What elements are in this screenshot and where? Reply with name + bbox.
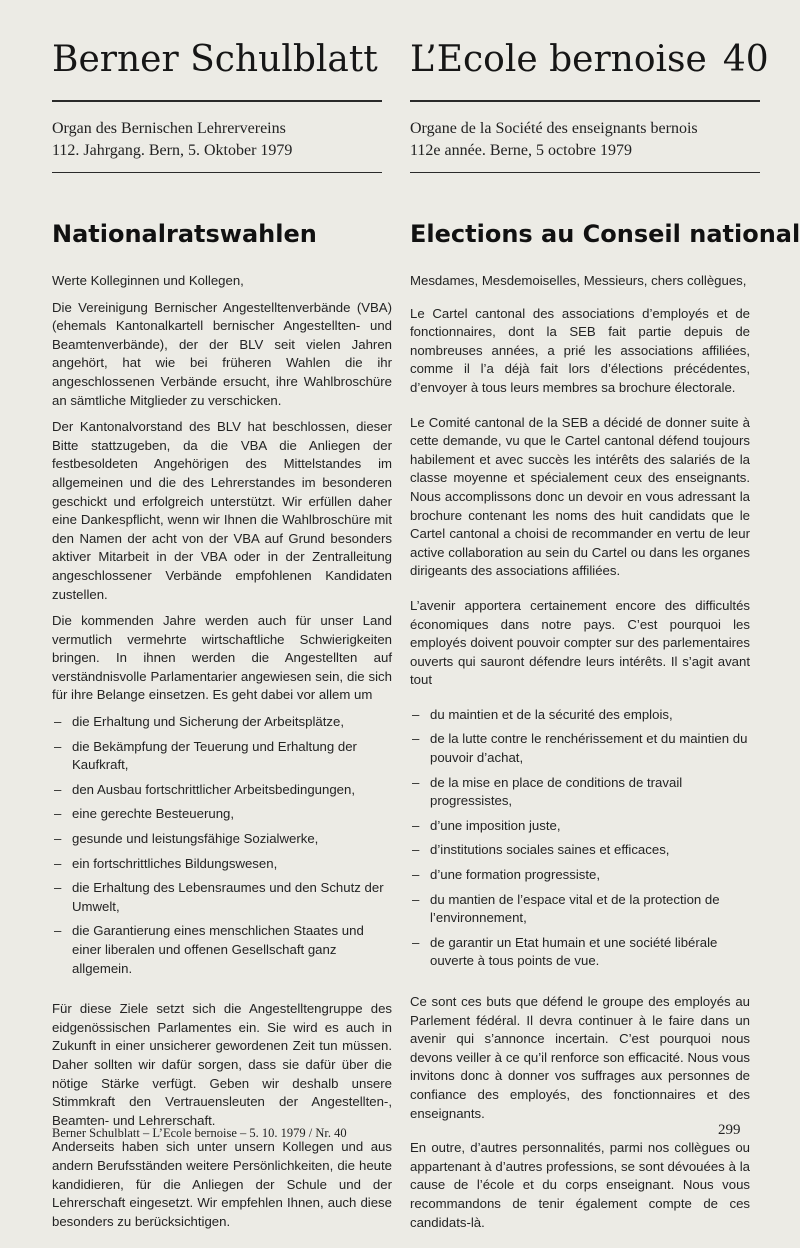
list-item: – d’une imposition juste, <box>410 817 750 836</box>
list-item: – d’institutions sociales saines et efficaces, <box>410 841 750 860</box>
list-item: – d’une formation progressiste, <box>410 866 750 885</box>
paragraph-fr-2: Le Comité cantonal de la SEB a décidé de donner suite à cette demande, vu que le Cartel cantonal défend toujours habilement et avec succès les intérêts des salariés de la classe moyenne et spécialement ceux des enseignants. Nous accomplissons donc un devoir en vous adressant la brochure contenant les noms des huit candidats que le Cartel cantonal a choisi de recommander en vertu de leur active collaboration au sein du Cartel ou dans les organes dirigeants des associations affiliées. <box>410 414 750 579</box>
salutation-fr: Mesdames, Mesdemoiselles, Messieurs, chers collègues, <box>410 273 747 288</box>
article-de-column <box>52 272 392 1239</box>
paragraph-de-4: Für diese Ziele setzt sich die Angestelltengruppe des eidgenössischen Parlamentes ein. Sie wird es auch in Zukunft in einer unsicherer gewordenen Zeit tun müssen. Daher sollten wir dafür sorgen, dass sie dafür über die nötige Stärke verfügt. Geben wir deshalb unsere Stimmkraft den Vertrauensleuten der Angestellten-, Beamten- und Lehrerschaft. <box>52 1001 392 1128</box>
list-item: – de la lutte contre le renchérissement et du maintien du pouvoir d’achat, <box>410 730 750 767</box>
masthead-title-fr: L’Ecole bernoise <box>410 39 707 80</box>
list-item: – du mantien de l’espace vital et de la protection de l’environnement, <box>410 891 750 928</box>
list-item: – eine gerechte Besteuerung, <box>52 805 392 824</box>
masthead-rule-right <box>410 100 760 102</box>
list-item: – gesunde und leistungsfähige Sozialwerke, <box>52 830 392 849</box>
headline-de: Nationalratswahlen <box>52 220 317 248</box>
paragraph-de-5: Anderseits haben sich unter unsern Kollegen und aus andern Berufsständen weitere Persönlichkeiten, die heute kandidieren, für die Anliegen der Schule und der Lehrerschaft eingesetzt. Wir empfehlen Ihnen, auch diese besonders zu berücksichtigen. <box>52 1139 392 1229</box>
subheader-fr-line1: Organe de la Société des enseignants bernois <box>410 120 698 137</box>
paragraph-de-1: Die Vereinigung Bernischer Angestelltenverbände (VBA) (ehemals Kantonalkartell bernischer Angestellten- und Beamtenverbände), der der BLV seit vielen Jahren angehört, hat wie bei früheren Wahlen die ihr angeschlossenen Verbände ersucht, ihre Wahlbroschüre an sämtliche Mitglieder zu verschicken. <box>52 299 392 408</box>
paragraph-fr-3: L’avenir apportera certainement encore des difficultés économiques dans notre pays. C’est pourquoi les employés doivent pouvoir compter sur des parlementaires ouverts qui sauront défendre leurs intérêts. Il s’agit avant tout <box>410 597 750 688</box>
paragraph-fr-5: En outre, d’autres personnalités, parmi nos collègues ou appartenant à d’autres professions, se sont dévouées à la cause de l’école et du corps enseignant. Nous vous recommandons de tenir également compte de ces candidats-là. <box>410 1140 750 1230</box>
list-item: – du maintien et de la sécurité des emplois, <box>410 706 750 725</box>
subheader-rule-left <box>52 172 382 173</box>
subheader-rule-right <box>410 172 760 173</box>
page-number: 299 <box>718 1122 741 1138</box>
headline-fr: Elections au Conseil national <box>410 220 800 248</box>
masthead-title-de: Berner Schulblatt <box>52 39 378 80</box>
paragraph-fr-4: Ce sont ces buts que défend le groupe des employés au Parlement fédéral. Il devra continuer à le faire dans un avenir qui s’annonce incertain. C’est pourquoi nous devons veiller à ce qu’il renforce son efficacité. Nous vous invitons donc à donner vos suffrages aux personnes de confiance des employés, des fonctionnaires et des enseignants. <box>410 994 750 1121</box>
list-item: – die Erhaltung und Sicherung der Arbeitsplätze, <box>52 713 392 732</box>
list-item: – den Ausbau fortschrittlicher Arbeitsbedingungen, <box>52 781 392 800</box>
issue-number: 40 <box>722 39 769 80</box>
goals-list-de <box>52 713 392 978</box>
goals-list-fr <box>410 706 750 971</box>
masthead-title-fr-block <box>410 38 769 82</box>
list-item: – die Garantierung eines menschlichen Staates und einer liberalen und offenen Gesellschaft ganz allgemein. <box>52 922 392 978</box>
subheader-de-line1: Organ des Bernischen Lehrervereins <box>52 120 286 137</box>
subheader-fr-line2: 112e année. Berne, 5 octobre 1979 <box>410 142 632 159</box>
list-item: – ein fortschrittliches Bildungswesen, <box>52 855 392 874</box>
masthead-rule-left <box>52 100 382 102</box>
list-item: – de la mise en place de conditions de travail progressistes, <box>410 774 750 811</box>
subheader-fr <box>410 118 740 162</box>
footer-citation: Berner Schulblatt – L’Ecole bernoise – 5. 10. 1979 / Nr. 40 <box>52 1126 347 1140</box>
salutation-de: Werte Kolleginnen und Kollegen, <box>52 273 244 288</box>
paragraph-de-3: Die kommenden Jahre werden auch für unser Land vermutlich vermehrte wirtschaftliche Schwierigkeiten bringen. In ihnen werden die Angestellten auf verständnisvolle Parlamentarier angewiesen sein, die sich für ihre Belange einsetzen. Es geht dabei vor allem um <box>52 613 392 703</box>
subheader-de-line2: 112. Jahrgang. Bern, 5. Oktober 1979 <box>52 142 293 159</box>
paragraph-fr-1: Le Cartel cantonal des associations d’employés et de fonctionnaires, dont la SEB fait partie depuis de nombreuses années, a prié les associations affiliées, comme il l’a déjà fait lors d’élections précédentes, d’envoyer à tous leurs membres sa brochure électorale. <box>410 305 750 395</box>
article-fr-column <box>410 272 750 1248</box>
paragraph-de-2: Der Kantonalvorstand des BLV hat beschlossen, dieser Bitte stattzugeben, da die VBA die Anliegen der festbesoldeten Angehörigen des Mittelstandes im allgemeinen und die des Lehrerstandes im besonderen geschickt und erfolgreich unterstützt. Wir erfüllen daher eine Dankespflicht, wenn wir Ihnen die Wahlbroschüre mit den Namen der acht von der VBA auf Grund besonders aktiver Mitarbeit in der VBA oder in der Zentralleitung angeschlossener Verbände empfohlenen Kandidaten zustellen. <box>52 419 392 602</box>
list-item: – de garantir un Etat humain et une société libérale ouverte à tous points de vue. <box>410 934 750 971</box>
subheader-de <box>52 118 382 162</box>
list-item: – die Bekämpfung der Teuerung und Erhaltung der Kaufkraft, <box>52 738 392 775</box>
list-item: – die Erhaltung des Lebensraumes und den Schutz der Umwelt, <box>52 879 392 916</box>
